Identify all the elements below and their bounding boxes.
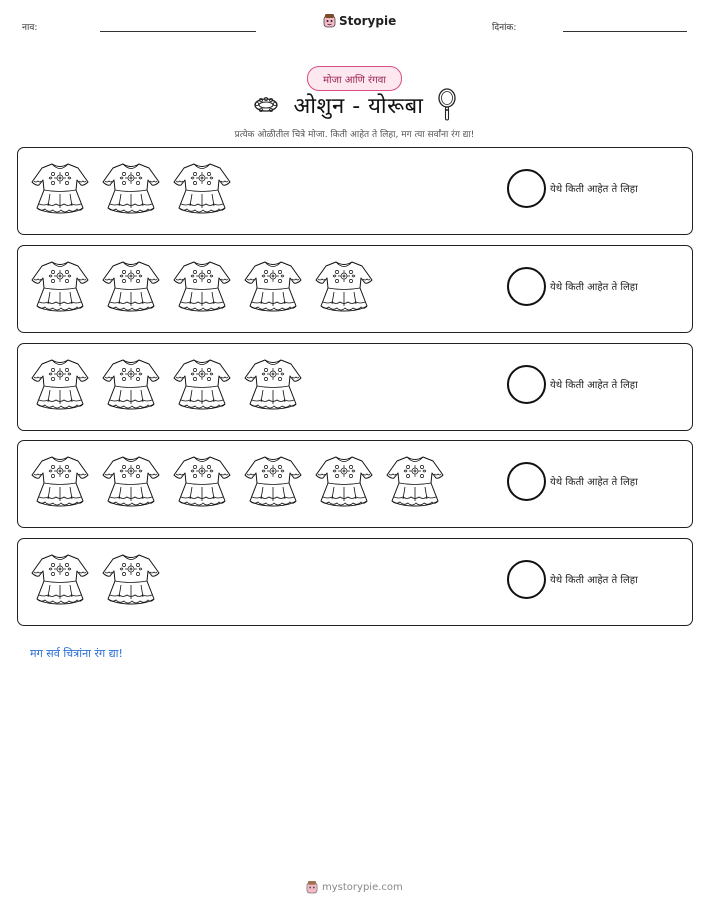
brand-name: Storypie [339,13,397,28]
count-row-1 [17,147,693,235]
activity-badge: मोजा आणि रंगवा [307,66,402,91]
dress-icon[interactable] [101,356,161,412]
answer-label: येथे किती आहेत ते लिहा [550,575,638,586]
dress-icon[interactable] [101,453,161,509]
dress-icon[interactable] [101,160,161,216]
answer-circle[interactable] [507,365,546,404]
dress-icon[interactable] [172,160,232,216]
count-row-3 [17,343,693,431]
dress-icon[interactable] [314,453,374,509]
dress-icon[interactable] [30,160,90,216]
page-title: ओशुन - योरूबा [293,94,424,119]
dress-icon[interactable] [172,453,232,509]
answer-circle[interactable] [507,560,546,599]
dress-icon[interactable] [101,551,161,607]
answer-circle[interactable] [507,462,546,501]
instructions: प्रत्येक ओळीतील चित्रे मोजा. किती आहेत ते लिहा, मग त्या सर्वांना रंग द्या! [234,130,475,140]
title-row [0,88,709,122]
name-line[interactable] [100,31,256,32]
name-label: नाव: [22,23,38,33]
storypie-mascot-icon [306,880,318,894]
dress-icon[interactable] [243,453,303,509]
date-label: दिनांक: [492,23,517,33]
answer-circle[interactable] [507,267,546,306]
answer-circle[interactable] [507,169,546,208]
dress-icon[interactable] [101,258,161,314]
count-row-4 [17,440,693,528]
answer-label: येथे किती आहेत ते लिहा [550,380,638,391]
brand-logo [323,13,396,28]
dress-icon[interactable] [314,258,374,314]
count-row-5 [17,538,693,626]
color-all-note: मग सर्व चित्रांना रंग द्या! [30,647,123,660]
dress-icon[interactable] [243,258,303,314]
dress-icon[interactable] [172,356,232,412]
dress-icon[interactable] [30,356,90,412]
dress-icon[interactable] [30,453,90,509]
count-row-2 [17,245,693,333]
answer-label: येथे किती आहेत ते लिहा [550,184,638,195]
dress-icon[interactable] [172,258,232,314]
storypie-mascot-icon [323,13,336,28]
dress-icon[interactable] [385,453,445,509]
beaded-bracelet-icon [252,95,280,115]
answer-label: येथे किती आहेत ते लिहा [550,477,638,488]
dress-icon[interactable] [30,551,90,607]
dress-icon[interactable] [243,356,303,412]
hand-mirror-icon [437,88,457,122]
answer-label: येथे किती आहेत ते लिहा [550,282,638,293]
date-line[interactable] [563,31,687,32]
site-footer [306,880,403,894]
dress-icon[interactable] [30,258,90,314]
site-url: mystorypie.com [322,881,403,893]
